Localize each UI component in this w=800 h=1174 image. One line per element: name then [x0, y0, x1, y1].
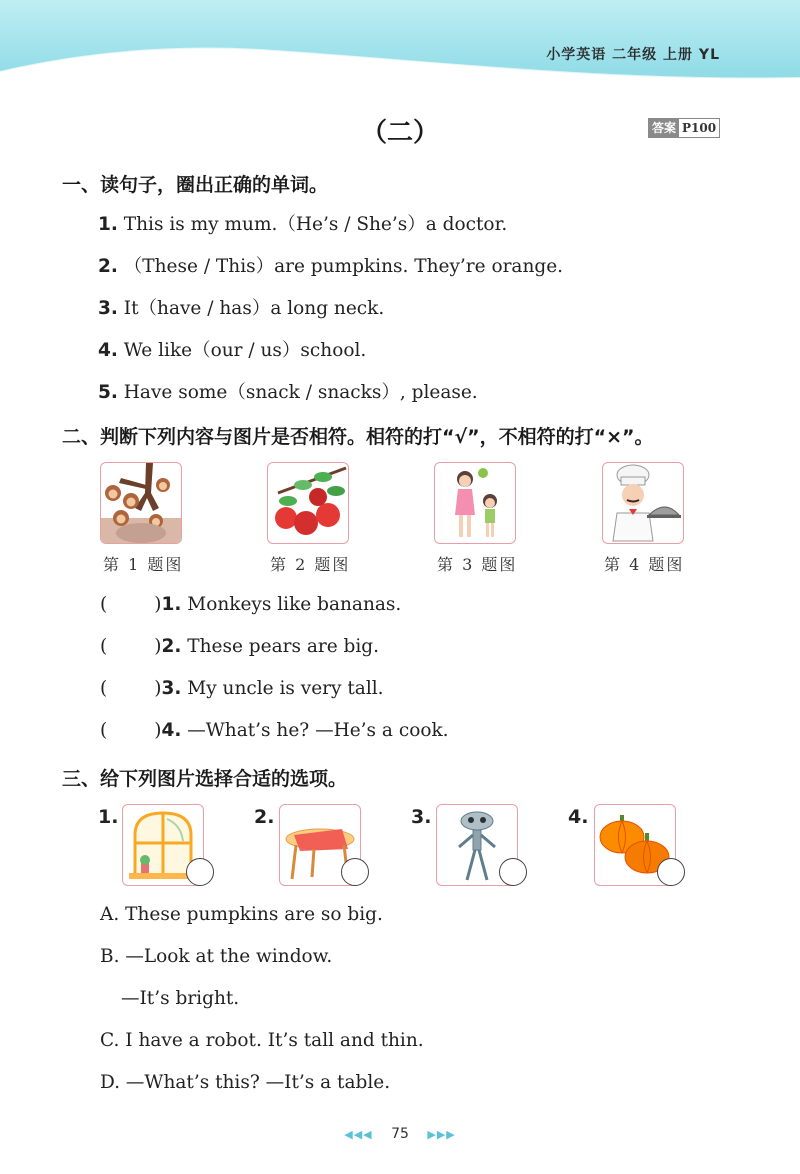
prev-arrows-icon[interactable]: ◀◀◀ [344, 1128, 373, 1141]
s2-picture-girls [434, 462, 516, 544]
answer-paren[interactable]: ( ) [100, 594, 162, 615]
s3-pic-num-3: 3. [411, 806, 432, 828]
s1-item-text: （These / This）are pumpkins. They’re orange. [123, 256, 564, 277]
s1-item-3 [98, 294, 384, 320]
section3-heading: 三、给下列图片选择合适的选项。 [62, 768, 348, 790]
s3-answer-circle-1[interactable] [186, 858, 214, 886]
s1-item-num: 5. [98, 382, 118, 403]
s1-item-1 [98, 210, 507, 236]
s1-item-num: 4. [98, 340, 118, 361]
section2-heading: 二、判断下列内容与图片是否相符。相符的打“√”，不相符的打“×”。 [62, 426, 654, 448]
s1-item-text: It（have / has）a long neck. [123, 298, 385, 319]
s3-option-b-cont: —It’s bright. [121, 988, 240, 1009]
s3-option-d: D. —What’s this? —It’s a table. [100, 1072, 391, 1093]
s3-option-b: B. —Look at the window. [100, 946, 333, 967]
s1-item-text: This is my mum.（He’s / She’s）a doctor. [123, 214, 508, 235]
s2-caption-4: 第 4 题图 [604, 555, 685, 574]
page-number: 75 [391, 1126, 409, 1142]
section1-heading: 一、读句子，圈出正确的单词。 [62, 174, 329, 196]
answer-paren[interactable]: ( ) [100, 636, 162, 657]
page-title: （二） [360, 118, 439, 148]
s2-item-num: 4. [161, 720, 182, 741]
s2-item-text: —What’s he? —He’s a cook. [187, 720, 449, 741]
s2-item-2 [100, 636, 379, 657]
s3-pic-num-1: 1. [98, 806, 119, 828]
s2-caption-3: 第 3 题图 [437, 555, 518, 574]
s3-answer-circle-3[interactable] [499, 858, 527, 886]
page-footer [0, 1126, 800, 1142]
answer-paren[interactable]: ( ) [100, 720, 162, 741]
s2-item-1 [100, 594, 401, 615]
answer-tag-page: P100 [682, 121, 717, 135]
s2-caption-2: 第 2 题图 [270, 555, 351, 574]
s2-caption-1: 第 1 题图 [103, 555, 184, 574]
s2-item-num: 2. [161, 636, 182, 657]
s2-item-3 [100, 678, 384, 699]
s3-answer-circle-2[interactable] [341, 858, 369, 886]
s2-item-text: Monkeys like bananas. [187, 594, 402, 615]
s1-item-text: Have some（snack / snacks）, please. [123, 382, 478, 403]
s3-pic-num-2: 2. [254, 806, 275, 828]
answer-paren[interactable]: ( ) [100, 678, 162, 699]
answer-tag[interactable] [648, 118, 720, 138]
s2-item-num: 1. [161, 594, 182, 615]
s1-item-num: 2. [98, 256, 118, 277]
s2-picture-apples [267, 462, 349, 544]
s1-item-4 [98, 336, 366, 362]
s2-item-num: 3. [161, 678, 182, 699]
s2-item-text: My uncle is very tall. [187, 678, 384, 699]
s3-option-c: C. I have a robot. It’s tall and thin. [100, 1030, 424, 1051]
s1-item-5 [98, 378, 478, 404]
s1-item-text: We like（our / us）school. [123, 340, 367, 361]
s2-picture-cook [602, 462, 684, 544]
s2-item-4 [100, 720, 449, 741]
s3-option-a: A. These pumpkins are so big. [100, 904, 383, 925]
s1-item-num: 3. [98, 298, 118, 319]
s3-pic-num-4: 4. [568, 806, 589, 828]
next-arrows-icon[interactable]: ▶▶▶ [427, 1128, 456, 1141]
s3-answer-circle-4[interactable] [657, 858, 685, 886]
header-label: 小学英语 二年级 上册 YL [546, 47, 720, 63]
answer-tag-key: 答案 [649, 119, 679, 137]
s2-item-text: These pears are big. [187, 636, 380, 657]
s1-item-num: 1. [98, 214, 118, 235]
s1-item-2 [98, 252, 563, 278]
s2-picture-monkeys [100, 462, 182, 544]
